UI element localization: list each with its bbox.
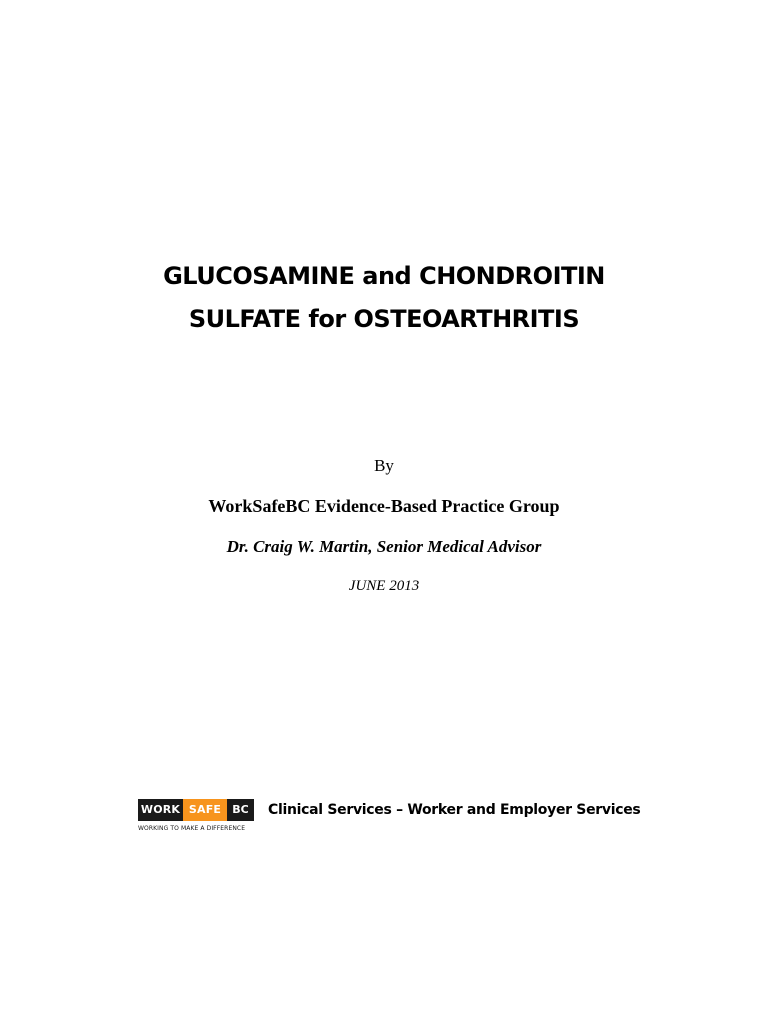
title-line-1: GLUCOSAMINE and CHONDROITIN [163, 262, 605, 290]
logo-bc-block: BC [227, 799, 254, 821]
logo-work-block: WORK [138, 799, 183, 821]
logo-wordmark [138, 799, 254, 821]
services-label: Clinical Services – Worker and Employer Services [268, 802, 641, 818]
worksafebc-logo [138, 799, 254, 839]
by-label: By [374, 456, 394, 475]
logo-tagline: WORKING TO MAKE A DIFFERENCE [138, 825, 246, 832]
author-group: WorkSafeBC Evidence-Based Practice Group [208, 496, 560, 516]
publication-date: JUNE 2013 [348, 578, 420, 594]
title-line-2: SULFATE for OSTEOARTHRITIS [188, 305, 580, 333]
author-name: Dr. Craig W. Martin, Senior Medical Advisor [226, 537, 542, 556]
document-title [0, 255, 768, 341]
logo-safe-block: SAFE [183, 799, 227, 821]
